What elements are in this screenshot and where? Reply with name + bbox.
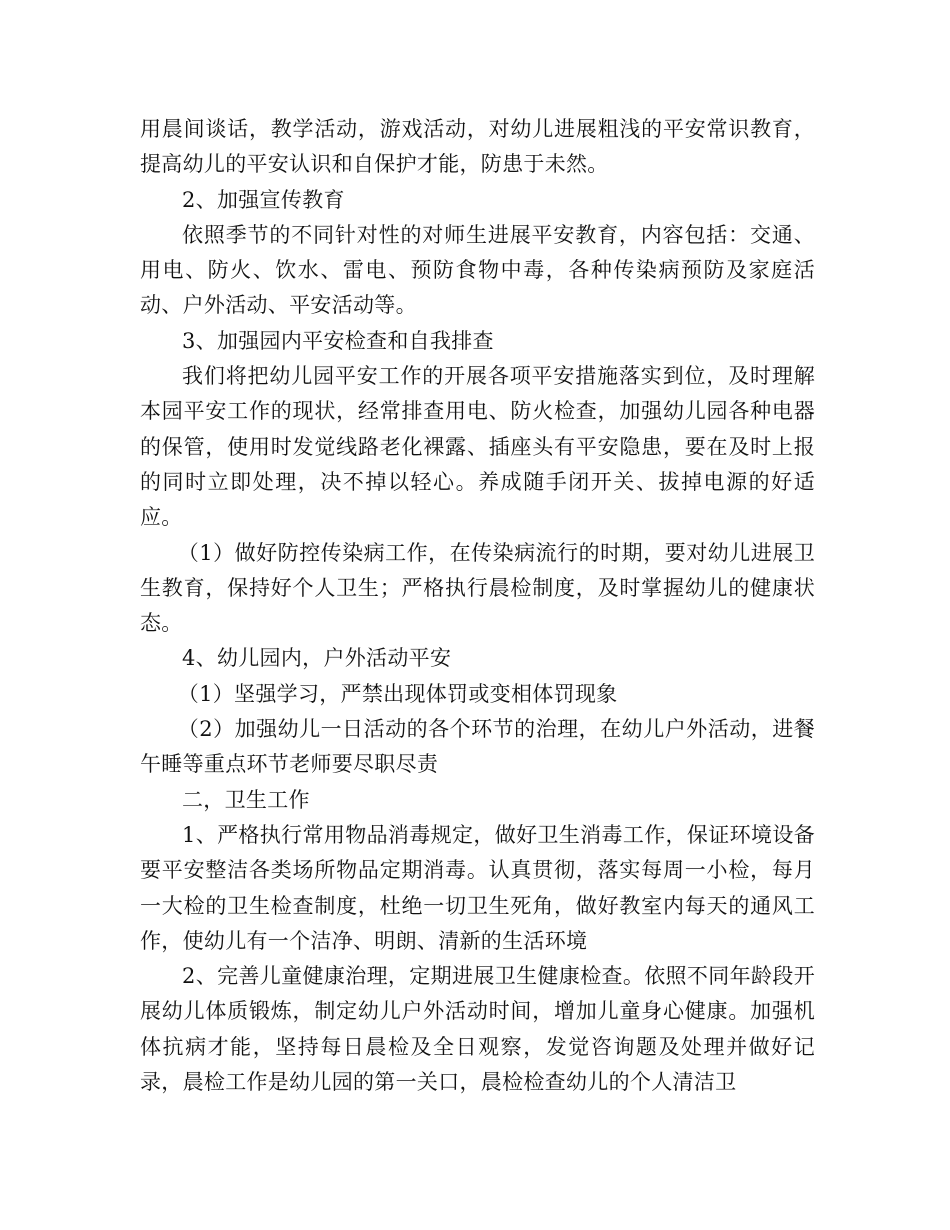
document-page — [140, 112, 815, 1100]
paragraph-disinfection: 1、严格执行常用物品消毒规定，做好卫生消毒工作，保证环境设备要平安整洁各类场所物品定期消毒。认真贯彻，落实每周一小检，每月一大检的卫生检查制度，杜绝一切卫生死角，做好教室内每天的通风工作，使幼儿有一个洁净、明朗、清新的生活环境 — [140, 822, 815, 953]
heading-safety-inspection: 3、加强园内平安检查和自我排查 — [182, 328, 494, 353]
heading-outdoor-safety: 4、幼儿园内，户外活动平安 — [182, 646, 452, 671]
paragraph-safety-knowledge: 用晨间谈话，教学活动，游戏活动，对幼儿进展粗浅的平安常识教育，提高幼儿的平安认识和自保护才能，防患于未然。 — [140, 117, 815, 177]
heading-hygiene-work: 二，卫生工作 — [182, 787, 310, 812]
paragraph-daily-management: （2）加强幼儿一日活动的各个环节的治理，在幼儿户外活动，进餐午睡等重点环节老师要尽职尽责 — [140, 717, 815, 777]
heading-publicity-education: 2、加强宣传教育 — [182, 187, 345, 212]
paragraph-safety-measures: 我们将把幼儿园平安工作的开展各项平安措施落实到位，及时理解本园平安工作的现状，经常排查用电、防火检查，加强幼儿园各种电器的保管，使用时发觉线路老化裸露、插座头有平安隐患，要在及时上报的同时立即处理，决不掉以轻心。养成随手闭开关、拔掉电源的好适应。 — [140, 364, 815, 530]
paragraph-infection-control: （1）做好防控传染病工作，在传染病流行的时期，要对幼儿进展卫生教育，保持好个人卫生；严格执行晨检制度，及时掌握幼儿的健康状态。 — [140, 540, 815, 636]
paragraph-health-management: 2、完善儿童健康治理，定期进展卫生健康检查。依照不同年龄段开展幼儿体质锻炼，制定幼儿户外活动时间，增加儿童身心健康。加强机体抗病才能，坚持每日晨检及全日观察，发觉咨询题及处理并做好记录，晨检工作是幼儿园的第一关口，晨检检查幼儿的个人清洁卫 — [140, 964, 815, 1095]
paragraph-no-punishment: （1）坚强学习，严禁出现体罚或变相体罚现象 — [177, 681, 618, 706]
paragraph-seasonal-education: 依照季节的不同针对性的对师生进展平安教育，内容包括：交通、用电、防火、饮水、雷电、预防食物中毒，各种传染病预防及家庭活动、户外活动、平安活动等。 — [140, 222, 815, 318]
